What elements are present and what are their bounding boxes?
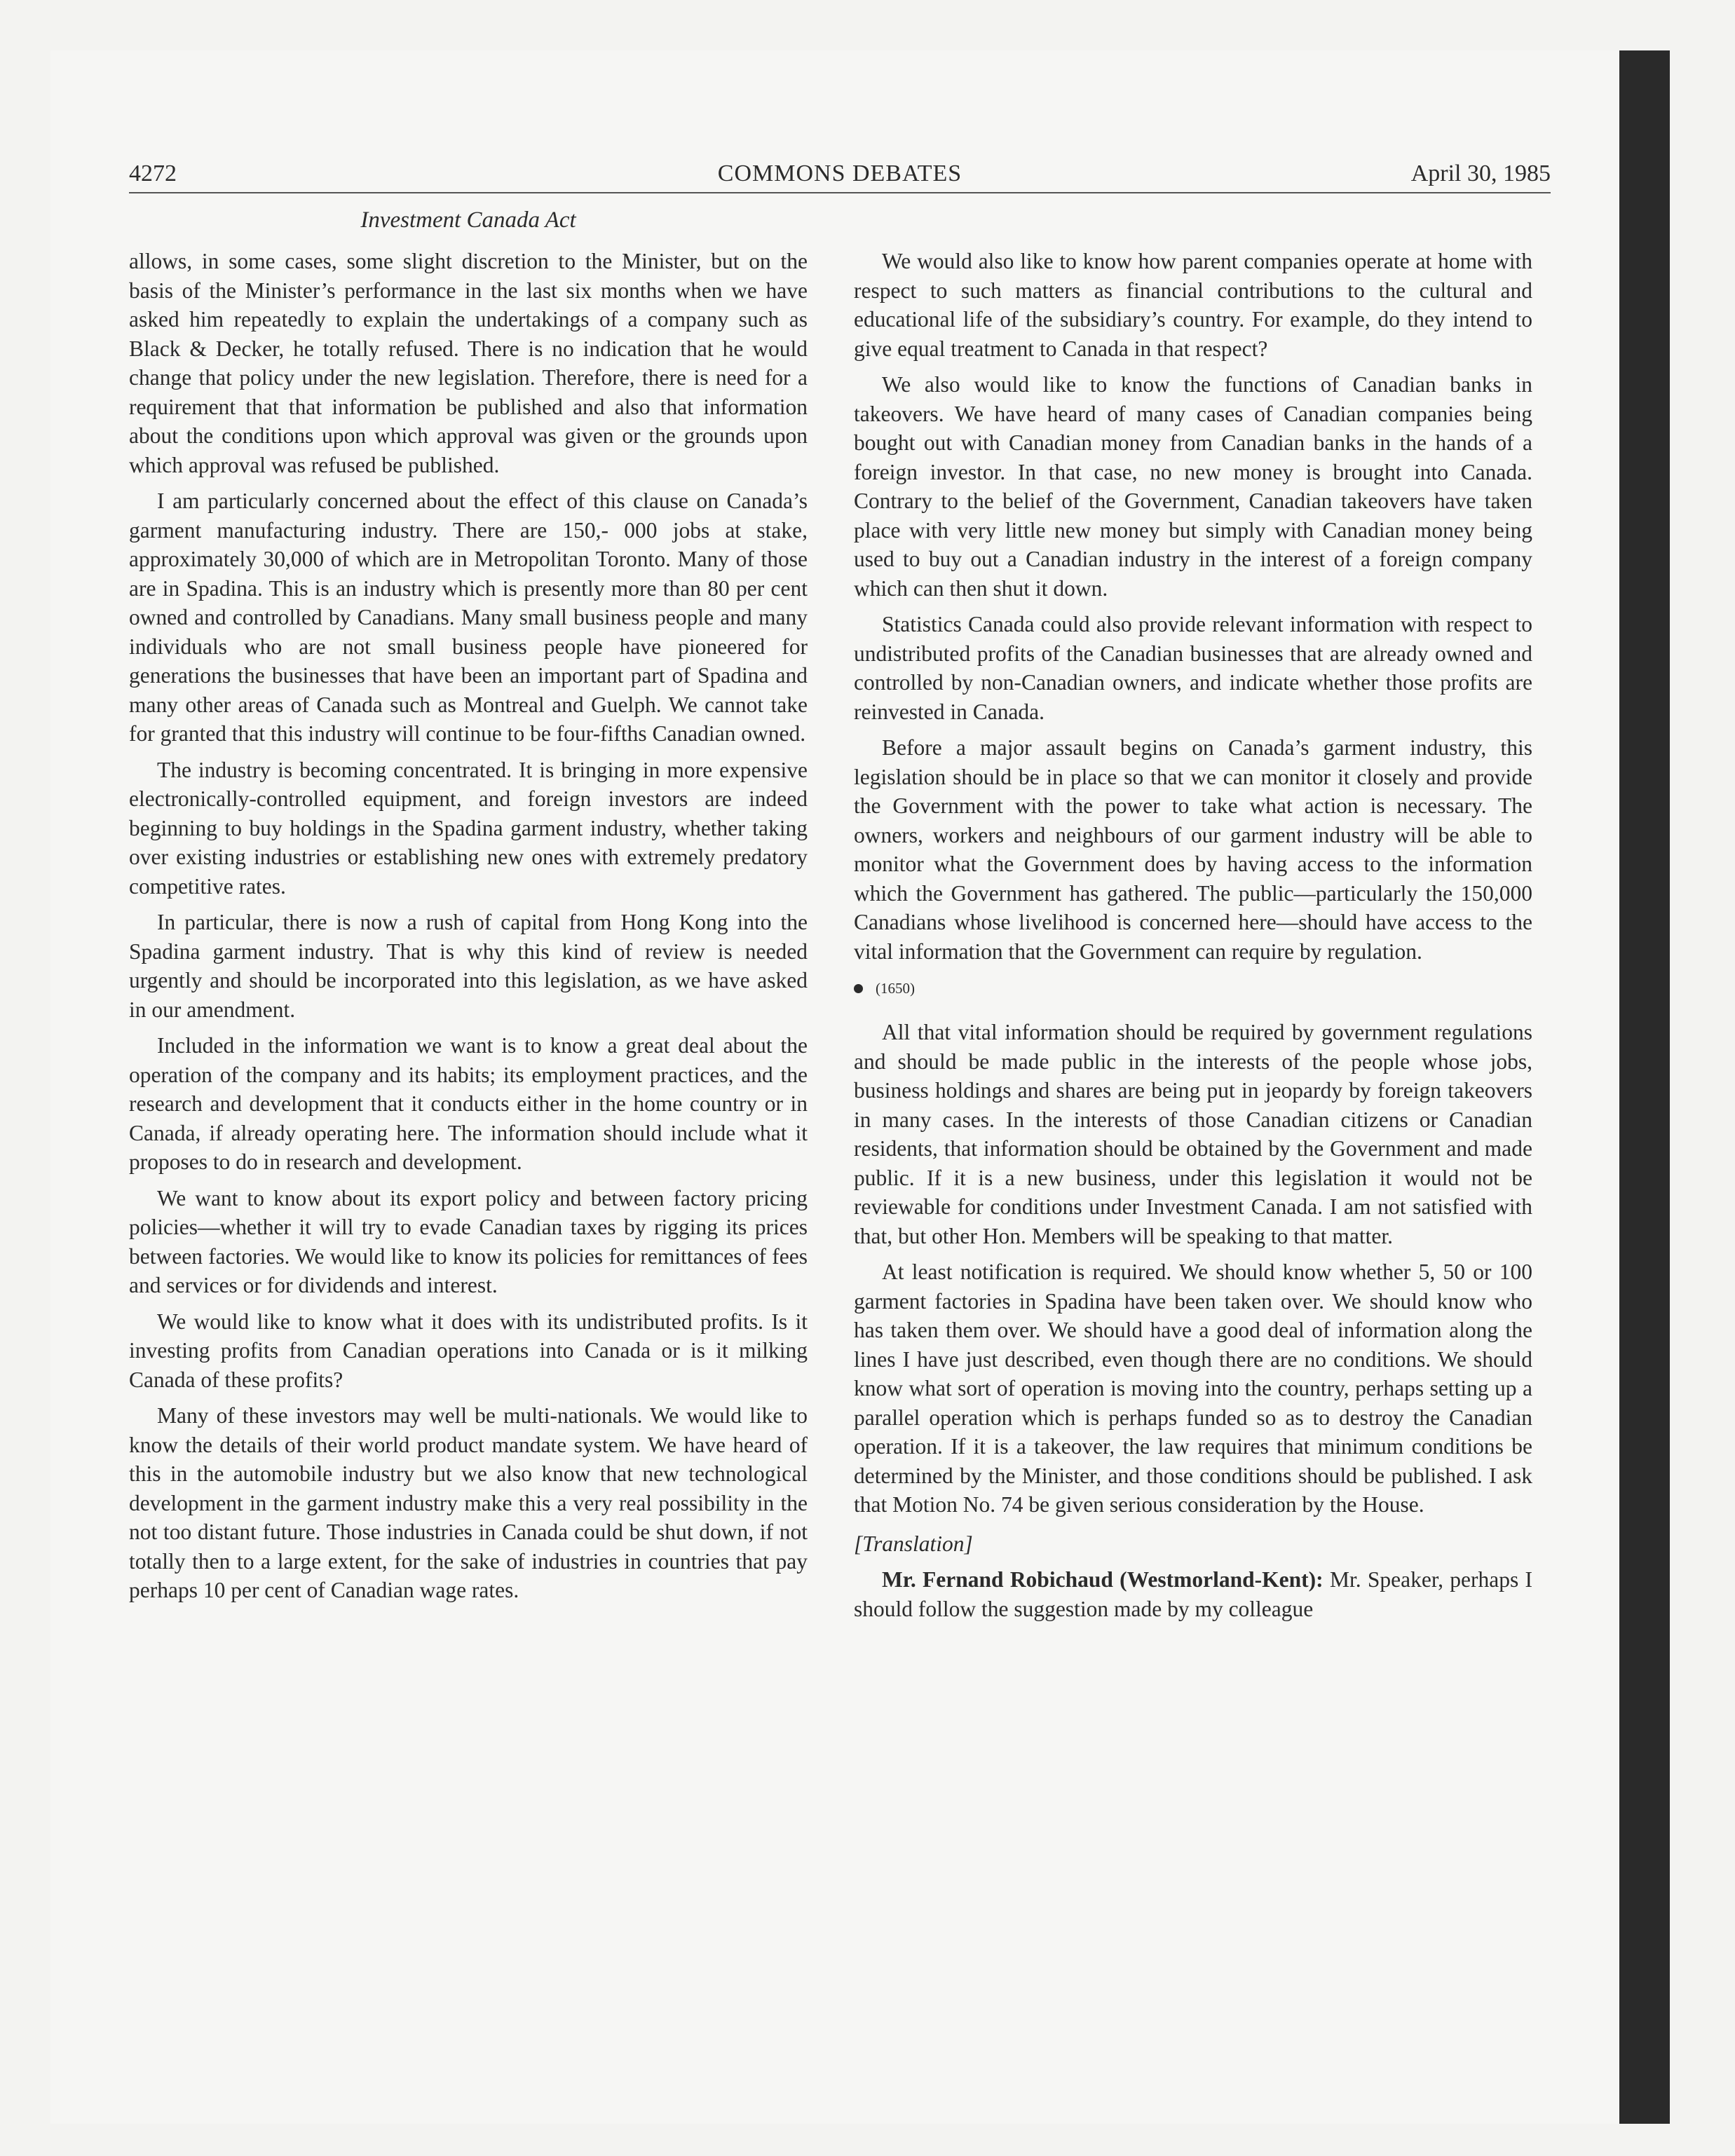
publication-title: COMMONS DEBATES xyxy=(717,161,962,186)
paragraph: All that vital information should be required by government regulations and should be made public in the interests of the people whose jobs, business holdings and shares are being put in jeopardy by foreign takeovers in many cases. In the interests of those Canadian citizens or Canadian residents, that information should be obtained by the Government and made public. If it is a new business, under this legislation it would not be reviewable for conditions under Investment Canada. I am not satisfied with that, but other Hon. Members will be speaking to that matter. xyxy=(854,1020,1532,1248)
time-marker xyxy=(854,978,1532,998)
speaker-paragraph xyxy=(854,1565,1532,1623)
left-column xyxy=(129,247,808,1612)
page-date: April 30, 1985 xyxy=(1410,161,1551,186)
bullet-icon xyxy=(854,984,863,993)
subject-heading: Investment Canada Act xyxy=(360,207,576,233)
paragraph: allows, in some cases, some slight discretion to the Minister, but on the basis of the Minister’s performance in the last six months when we have asked him repeatedly to explain the undertakings of a company such as Black & Decker, he totally refused. There is no indication that he would change that policy under the new legislation. Therefore, there is need for a requirement that that information be published and also that information about the conditions upon which approval was given or the grounds upon which approval was refused be published. xyxy=(129,249,808,477)
timestamp-text: (1650) xyxy=(876,980,915,997)
paragraph: We would also like to know how parent companies operate at home with respect to such matters as financial contributions to the cultural and educational life of the subsidiary’s country. For example, do they intend to give equal treatment to Canada in that respect? xyxy=(854,249,1532,361)
page-number: 4272 xyxy=(129,161,177,186)
speaker-name: Mr. Fernand Robichaud (Westmorland-Kent): xyxy=(882,1567,1324,1592)
paragraph: We would like to know what it does with its undistributed profits. Is it investing profits from Canadian operations into Canada or is it milking Canada of these profits? xyxy=(129,1309,808,1392)
paragraph: The industry is becoming concentrated. It is bringing in more expensive electronically-controlled equipment, and foreign investors are indeed beginning to buy holdings in the Spadina garment industry, whether taking over existing industries or establishing new ones with extremely predatory competitive rates. xyxy=(129,757,808,899)
speaker-text: Mr. Speaker, perhaps I should follow the suggestion made by my colleague xyxy=(854,1567,1533,1621)
paragraph: We also would like to know the functions of Canadian banks in takeovers. We have heard of many cases of Canadian companies being bought out with Canadian money from Canadian banks in the hands of a foreign investor. In that case, no new money is brought into Canada. Contrary to the belief of the Government, Canadian takeovers have taken place with very little new money but simply with Canadian money being used to buy out a Canadian industry in the interest of a foreign company which can then shut it down. xyxy=(854,372,1532,601)
page-header xyxy=(129,156,1551,193)
right-column xyxy=(854,247,1532,1630)
paragraph: At least notification is required. We should know whether 5, 50 or 100 garment factories in Spadina have been taken over. We should know who has taken them over. We should have a good deal of information along the lines I have just described, even though there are no conditions. We should know what sort of operation is moving into the country, perhaps setting up a parallel operation which is perhaps funded so as to destroy the Canadian operation. If it is a takeover, the law requires that minimum conditions be determined by the Minister, and those conditions should be published. I ask that Motion No. 74 be given serious consideration by the House. xyxy=(854,1260,1532,1517)
paragraph: Before a major assault begins on Canada’s garment industry, this legislation should be in place so that we can monitor it closely and provide the Government with the power to take what action is necessary. The owners, workers and neighbours of our garment industry will be able to monitor what the Government does by having access to the information which the Government has gathered. The public—particularly the 150,000 Canadians whose livelihood is concerned here—should have access to the vital information that the Government can require by regulation. xyxy=(854,735,1532,964)
translation-note: [Translation] xyxy=(854,1531,973,1556)
paragraph: I am particularly concerned about the effect of this clause on Canada’s garment manufacturing industry. There are 150,- 000 jobs at stake, approximately 30,000 of which are in Metropolitan Toronto. Many of those are in Spadina. This is an industry which is presently more than 80 per cent owned and controlled by Canadians. Many small business people and many individuals who are not small business people have pioneered for generations the businesses that have been an important part of Spadina and many other areas of Canada such as Montreal and Guelph. We cannot take for granted that this industry will continue to be four-fifths Canadian owned. xyxy=(129,489,808,746)
paragraph: Included in the information we want is to know a great deal about the operation of the company and its habits; its employment practices, and the research and development that it conducts either in the home country or in Canada, if already operating here. The information should include what it proposes to do in research and development. xyxy=(129,1033,808,1174)
paragraph: Many of these investors may well be multi-nationals. We would like to know the details of their world product mandate system. We have heard of this in the automobile industry but we also know that new technological development in the garment industry make this a very real possibility in the not too distant future. Those industries in Canada could be shut down, if not totally then to a large extent, for the sake of industries in countries that pay perhaps 10 per cent of Canadian wage rates. xyxy=(129,1403,808,1602)
paragraph: We want to know about its export policy and between factory pricing policies—whether it will try to evade Canadian taxes by rigging its prices between factories. We would like to know its policies for remittances of fees and services or for dividends and interest. xyxy=(129,1185,808,1297)
scan-binding-edge xyxy=(1619,50,1670,2124)
paragraph: In particular, there is now a rush of capital from Hong Kong into the Spadina garment industry. That is why this kind of review is needed urgently and should be incorporated into this legislation, as we have asked in our amendment. xyxy=(129,910,808,1022)
paragraph: Statistics Canada could also provide relevant information with respect to undistributed profits of the Canadian businesses that are already owned and controlled by non-Canadian owners, and indicate whether those profits are reinvested in Canada. xyxy=(854,612,1532,724)
